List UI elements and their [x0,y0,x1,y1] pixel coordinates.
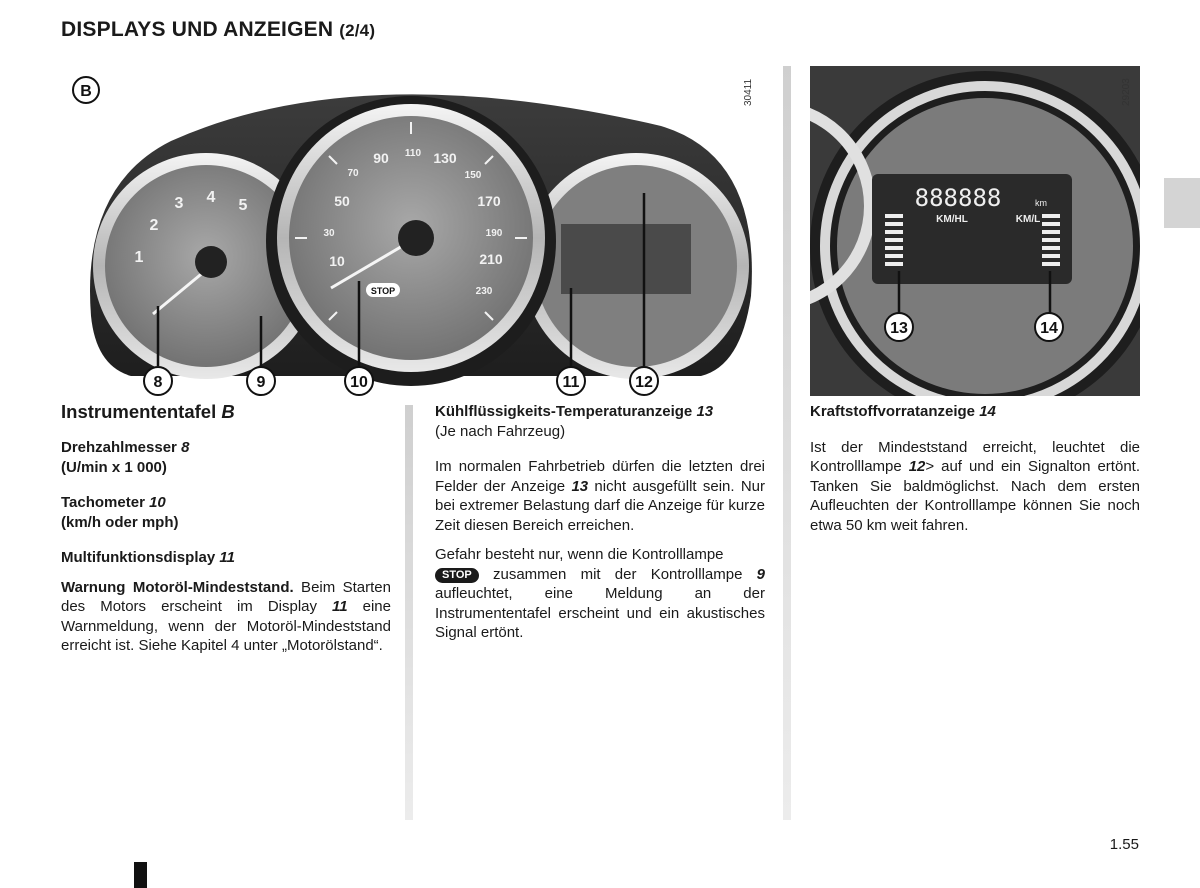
column-separator [783,66,791,820]
page-title-part: (2/4) [339,21,376,40]
speed-tick-label: 150 [464,170,482,181]
oil-warning-paragraph [61,578,391,656]
speed-tick-label: 90 [373,150,389,166]
speedo-unit: (km/h oder mph) [61,513,179,531]
column-separator [405,405,413,820]
figure-instrument-cluster [61,66,769,396]
odometer-digits: 888888 [914,184,1002,212]
column-instrument-panel [61,400,391,666]
coolant-heading [435,402,765,441]
coolant-ref: 9 [756,565,765,583]
speed-tick-label: 130 [433,150,457,166]
oil-warning-text: eine Warnmeldung, wenn der Motoröl-Mindeststand erreicht ist. Siehe Kapitel 4 unter „Motorölstand“. [61,598,391,654]
coolant-paragraph-2 [435,545,765,643]
rpm-ref: 8 [181,439,190,456]
callout-14: 14 [1040,320,1058,337]
speedo-label: Tachometer [61,494,150,511]
fuel-ref: 12 [908,458,926,475]
rpm-tick-label: 2 [149,217,159,234]
corner-bar-mark [134,862,147,888]
rpm-tick-label: 5 [238,197,248,214]
stop-icon: STOP [435,568,479,583]
coolant-text: Gefahr besteht nur, wenn die Kontrolllampe [435,546,724,563]
rpm-heading [61,438,391,477]
oil-warning-bold: Warnung Motoröl-Mindeststand. [61,578,294,596]
section-title [61,400,391,424]
callout-11: 11 [562,374,580,391]
speedo-ref: 10 [149,494,166,511]
coolant-ref: 13 [571,477,589,495]
chapter-tab-marker [1164,178,1200,228]
oil-warning-text: Beim Starten des Motors erscheint im Display [61,578,391,615]
page-number: 1.55 [1109,836,1139,853]
speed-tick-label: 10 [329,253,345,269]
fuel-text: > auf und ein Signalton ertönt. Tanken Sie baldmöglichst. Nach dem ersten Aufleuchten der Kontrolllampe können Sie noch etwa 50 km weit fahren. [810,458,1140,534]
page-title [61,18,375,42]
speed-tick-label: 110 [404,148,422,159]
coolant-text: Im normalen Fahrbetrieb dürfen die letzten drei Felder der Anzeige [435,458,765,495]
coolant-heading-note: (Je nach Fahrzeug) [435,422,566,440]
rpm-tick-label: 4 [206,189,216,206]
speed-tick-label: 190 [485,228,503,239]
fuel-heading [810,402,1140,422]
figure-label-b: B [80,83,92,100]
multi-heading [61,548,391,568]
coolant-text: aufleuchtet, eine Meldung an der Instrumententafel erscheint und ein akustisches Signal ertönt. [435,585,765,641]
oil-warning-ref: 11 [332,598,348,615]
fuel-text: Ist der Mindeststand erreicht, leuchtet die Kontrolllampe [810,438,1140,475]
multi-ref: 11 [219,549,235,566]
fuel-heading-text: Kraftstoffvorratanzeige [810,403,980,420]
rpm-unit: (U/min x 1 000) [61,458,167,476]
callout-12: 12 [635,374,653,391]
figure-fuel-temp-display [810,66,1140,396]
figure-r-ref-code: 29203 [1121,78,1132,106]
stop-badge-icon: STOP [370,286,396,296]
coolant-heading-ref: 13 [696,403,714,420]
speed-tick-label: 210 [479,251,503,267]
rpm-tick-label: 1 [134,249,144,266]
fuel-temp-display-illustration [810,66,1140,396]
figure-b-ref-code: 30411 [743,78,754,106]
speedo-heading [61,493,391,532]
fuel-paragraph [810,438,1140,536]
column-coolant-temp [435,402,765,653]
speed-tick-label: 50 [334,193,350,209]
instrument-cluster-illustration [61,66,769,396]
callout-9: 9 [256,374,266,391]
callout-10: 10 [350,374,368,391]
callout-8: 8 [153,374,163,391]
odometer-unit: km [1035,198,1047,208]
column-fuel-level [810,402,1140,545]
speed-tick-label: 230 [475,286,493,297]
page-title-main: DISPLAYS UND ANZEIGEN [61,18,334,41]
coolant-paragraph-1 [435,457,765,535]
coolant-text: nicht ausgefüllt sein. Nur bei extremer Belastung darf die Anzeige für kurze Zeit diesen Bereich erreichen. [435,477,766,534]
callout-13: 13 [890,320,908,337]
coolant-text: zusammen mit der Kontrolllampe [478,565,757,583]
speed-tick-label: 30 [323,228,335,239]
consumption-unit-left: KM/HL [936,214,968,225]
speed-tick-label: 70 [347,168,359,179]
multifunction-display-screen [561,224,691,294]
multi-label: Multifunktionsdisplay [61,549,220,566]
rpm-label: Drehzahlmesser [61,439,182,456]
consumption-unit-right: KM/L [1015,214,1041,225]
fuel-heading-ref: 14 [979,403,996,420]
speed-tick-label: 170 [477,193,501,209]
section-title-text: Instrumententafel [61,401,222,422]
section-title-ref: B [221,401,235,422]
rpm-tick-label: 3 [174,195,184,212]
coolant-heading-text: Kühlflüssigkeits-Temperaturanzeige [435,403,697,420]
